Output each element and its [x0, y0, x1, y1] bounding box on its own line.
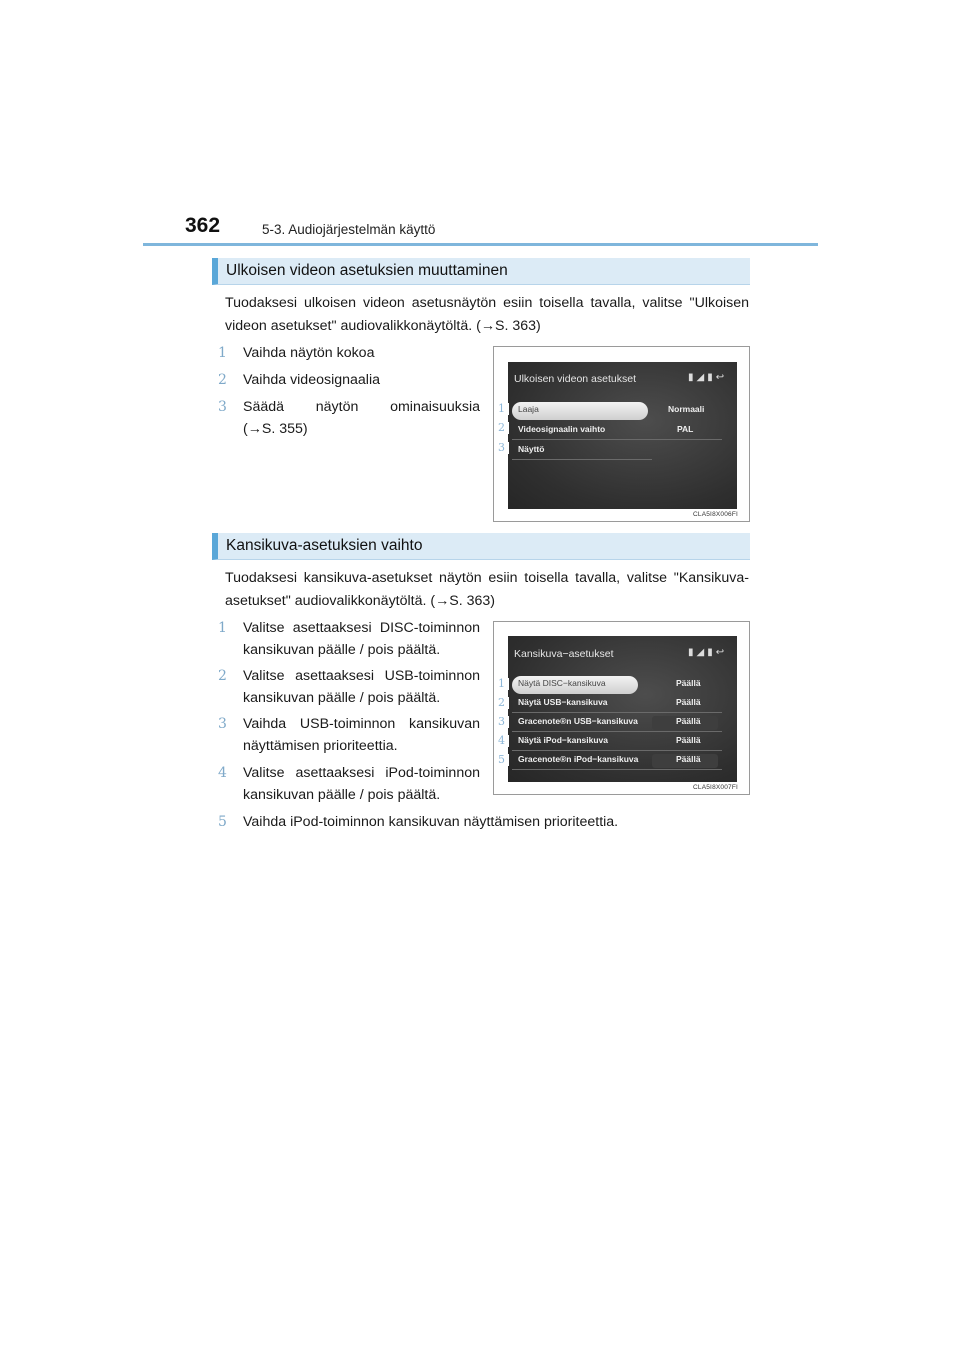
screen-title: Kansikuva−asetukset: [514, 648, 614, 660]
row-label: Videosignaalin vaihto: [518, 424, 606, 434]
step-text: kansikuvan päälle / pois päältä.: [243, 642, 441, 658]
callout-number: 5: [498, 754, 509, 766]
row-label: Näytä DISC−kansikuva: [518, 678, 606, 688]
step-text: Vaihda iPod-toiminnon kansikuvan näyttämisen prioriteettia.: [243, 814, 619, 830]
screen-row: [512, 676, 638, 694]
intro-line: Tuodaksesi ulkoisen videon asetusnäytön esiin toisella tavalla, valitse "Ulkoisen: [225, 295, 749, 311]
section-heading-text: Kansikuva-asetuksien vaihto: [226, 537, 423, 554]
callout-number: 3: [498, 442, 509, 454]
step-text: Valitse asettaaksesi DISC-toiminnon: [243, 620, 480, 636]
image-code: CLA5I8X006FI: [693, 511, 739, 518]
step-text: Valitse asettaaksesi USB-toiminnon: [243, 668, 480, 684]
step-text: Valitse asettaaksesi iPod-toiminnon: [243, 765, 480, 781]
screen-title: Ulkoisen videon asetukset: [514, 373, 636, 385]
row-value: PAL: [677, 424, 694, 434]
image-code: CLA5I8X007FI: [693, 784, 739, 791]
page-number: 362: [185, 214, 221, 237]
screen-display: [508, 362, 737, 509]
callout-number: 4: [498, 735, 509, 747]
row-value: Päällä: [676, 735, 701, 745]
step-text: Vaihda näytön kokoa: [243, 345, 375, 361]
screen-row-video-signal: [512, 422, 722, 440]
callout-number: 1: [498, 403, 509, 415]
status-icons: ▮◢▮↩: [688, 372, 728, 383]
step-text: näyttämisen prioriteettia.: [243, 738, 398, 754]
callout-number: 2: [498, 697, 509, 709]
step-number: 2: [218, 668, 227, 684]
screen-display: [508, 636, 737, 782]
screen-row: [512, 695, 722, 713]
row-label: Gracenote®n USB−kansikuva: [518, 716, 638, 726]
step-number: 5: [218, 814, 227, 830]
row-label: Näytä USB−kansikuva: [518, 697, 608, 707]
row-label: Gracenote®n iPod−kansikuva: [518, 754, 639, 764]
step-text: Vaihda videosignaalia: [243, 372, 380, 388]
step-number: 3: [218, 716, 227, 732]
screen-row: [512, 752, 722, 770]
step-number: 1: [218, 345, 227, 361]
section-heading-cover-art: [212, 533, 750, 560]
section-heading-external-video: [212, 258, 750, 285]
screen-row: [512, 733, 722, 751]
row-value: Päällä: [676, 678, 701, 688]
section-heading-text: Ulkoisen videon asetuksien muuttaminen: [226, 262, 508, 279]
callout-number: 3: [498, 716, 509, 728]
step-text: (→S. 355): [243, 421, 308, 437]
step-text: kansikuvan päälle / pois päältä.: [243, 690, 441, 706]
step-number: 4: [218, 765, 227, 781]
row-value: Normaali: [668, 404, 705, 414]
row-value: Päällä: [676, 697, 701, 707]
cover-art-settings-screenshot: [493, 621, 750, 795]
step-number: 1: [218, 620, 227, 636]
row-label: Laaja: [518, 404, 539, 414]
step-number: 3: [218, 399, 227, 415]
screen-row-wide: [512, 402, 648, 420]
row-value: Päällä: [676, 716, 701, 726]
callout-number: 2: [498, 422, 509, 434]
intro-line: asetukset" audiovalikkonäytöltä. (→S. 363): [225, 593, 496, 609]
callout-number: 1: [498, 678, 509, 690]
step-number: 2: [218, 372, 227, 388]
intro-line: Tuodaksesi kansikuva-asetukset näytön esiin toisella tavalla, valitse "Kansikuva-: [225, 570, 749, 586]
chapter-title: 5-3. Audiojärjestelmän käyttö: [262, 222, 436, 237]
external-video-settings-screenshot: [493, 346, 750, 522]
row-value: Päällä: [676, 754, 701, 764]
intro-line: videon asetukset" audiovalikkonäytöltä. (→S. 363): [225, 318, 541, 334]
step-text: Säädä näytön ominaisuuksia: [243, 399, 480, 415]
step-text: Vaihda USB-toiminnon kansikuvan: [243, 716, 480, 732]
row-label: Näytä iPod−kansikuva: [518, 735, 609, 745]
screen-row: [512, 714, 722, 732]
screen-row-display: [512, 442, 652, 460]
step-text: kansikuvan päälle / pois päältä.: [243, 787, 441, 803]
status-icons: ▮◢▮↩: [688, 647, 728, 658]
row-label: Näyttö: [518, 444, 545, 454]
header-rule: [143, 243, 818, 246]
